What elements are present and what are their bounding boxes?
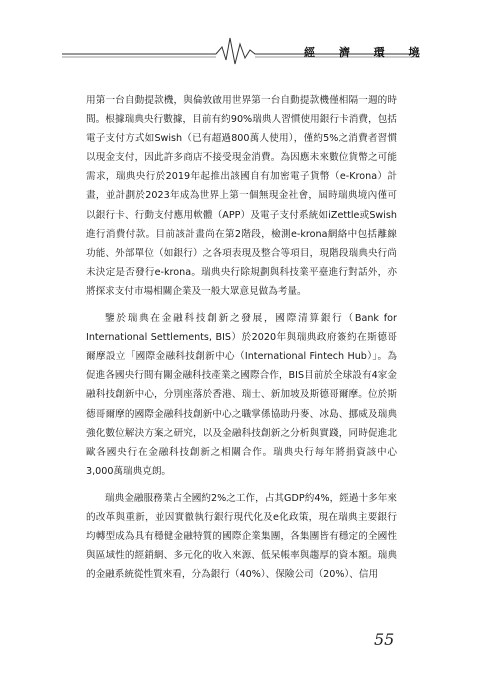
paragraph-2: [86, 309, 397, 481]
paragraph-2-text: 鑒於瑞典在金融科技創新之發展，國際清算銀行（Bank for International Settlements, BIS）於2020年與瑞典政府簽約在斯德哥爾摩設立「國際金融科技創新中心（International Fintech Hub）」。為促進各國央行間有關金融科技產業之國際合作，BIS目前於全球設有4家金融科技創新中心，分別座落於香港、瑞士、新加坡及斯德哥爾摩。位於斯德哥爾摩的國際金融科技創新中心之職掌係協助丹麥、冰島、挪威及瑞典強化數位解決方案之研究，以及金融科技創新之分析與實踐，同時促進北歐各國央行在金融科技創新之相關合作。瑞典央行每年將捐資該中心3,000萬瑞典克朗。: [86, 313, 397, 477]
section-title: 經 濟 環 境: [304, 46, 430, 59]
page-content: [86, 91, 397, 584]
heartbeat-line-icon: [0, 0, 480, 70]
paragraph-1-text: 用第一台自動提款機，與倫敦啟用世界第一台自動提款機僅相隔一週的時間。根據瑞典央行數據，目前有約90%瑞典人習慣使用銀行卡消費，包括電子支付方式如Swish（已有超過800萬人使用），僅約5%之消費者習慣以現金支付，因此許多商店不接受現金消費。為因應未來數位貨幣之可能需求，瑞典央行於2019年起推出該國自有加密電子貨幣（e-Krona）計畫，並計劃於2023年成為世界上第一個無現金社會，屆時瑞典境內僅可以銀行卡、行動支付應用軟體（APP）及電子支付系統如iZettle或Swish進行消費付款。目前該計畫尚在第2階段，檢測e-krona網絡中包括離線功能、外部單位（如銀行）之各項表現及整合等項目，現階段瑞典央行尚未決定是否發行e-krona。瑞典央行除規劃與科技業平臺進行對話外，亦將探求支付市場相關企業及一般大眾意見做為考量。: [86, 95, 397, 297]
paragraph-3-text: 瑞典金融服務業占全國約2%之工作，占其GDP約4%，經過十多年來的改革與重新，並因實徹執行銀行現代化及e化政策，現在瑞典主要銀行均轉型成為具有穩健金融特質的國際企業集團，各集團皆有穩定的全國性與區域性的經銷網、多元化的收入來源、低呆帳率與趨厚的資本額。瑞典的金融系統從性質來看，分為銀行（40%）、保險公司（20%）、信用: [86, 492, 397, 581]
paragraph-3: [86, 489, 397, 584]
page-header: [0, 0, 480, 70]
page-number: 55: [374, 630, 395, 649]
paragraph-1: [86, 91, 397, 301]
